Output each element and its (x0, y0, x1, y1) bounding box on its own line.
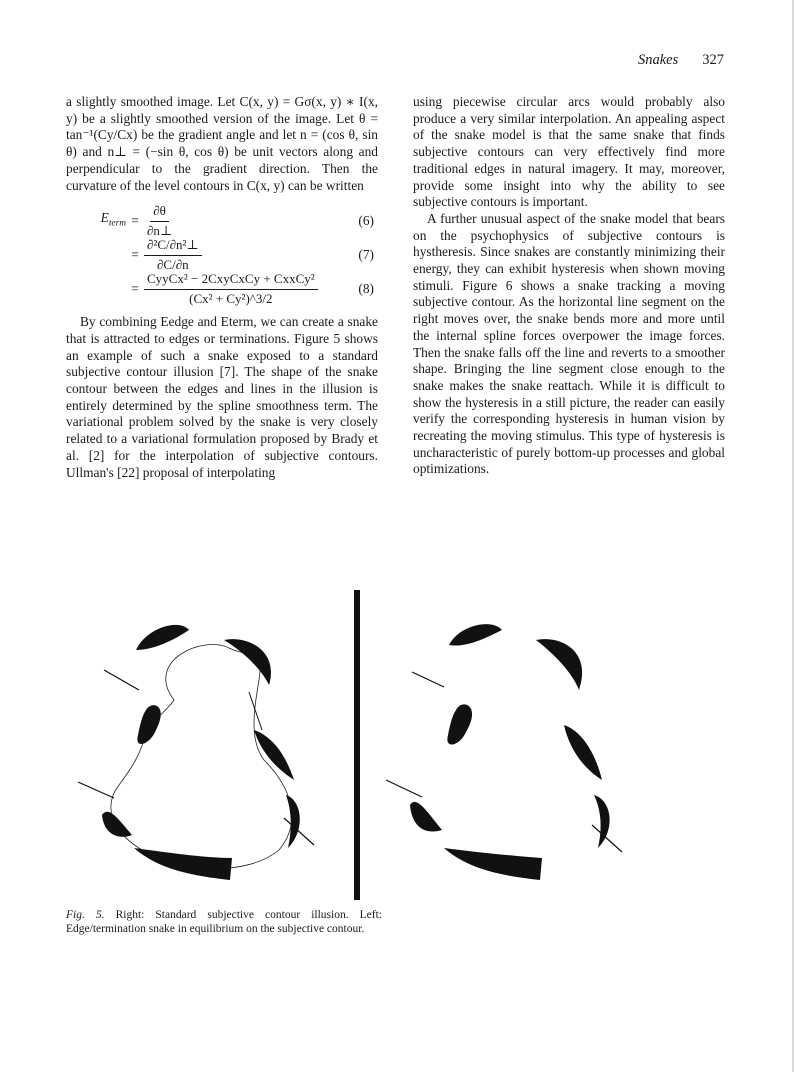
term-line-1 (104, 670, 139, 690)
right-paragraph-1: using piecewise circular arcs would probably also produce a very similar interpolation. An appealing aspect of the snake model is that the same snake that finds subjective contours can very effectively find more traditional edges in natural imagery. It may, moreover, provide some insight into why the ability to see subjective contours is important. (413, 94, 725, 210)
blob-top-right (224, 639, 271, 685)
eq7-number: (7) (358, 246, 374, 262)
blob-mid-left (137, 705, 160, 744)
illusion-blob-bottom-mid (444, 848, 542, 880)
figure-caption-text: Right: Standard subjective contour illusion. Left: Edge/termination snake in equilibrium on the subjective contour. (66, 909, 382, 935)
illusion-line-1 (412, 672, 444, 687)
figure-caption (66, 908, 382, 936)
equation-6 (66, 204, 378, 238)
left-paragraph-2: By combining Eedge and Eterm, we can create a snake that is attracted to edges or terminations. Figure 5 shows an example of such a snake exposed to a standard subjective contour illusion [7]. The shape of the snake contour between the edges and lines in the illusion is entirely determined by the spline smoothness term. The variational problem solved by the snake is very closely related to a variational formulation proposed by Brady et al. [2] for the interpolation of subjective contours. Ullman's [22] proposal of interpolating (66, 314, 378, 480)
eq6-denominator: ∂n⊥ (147, 222, 173, 238)
figure-5-illustration (64, 590, 664, 900)
illusion-blob-bottom-right (594, 795, 610, 848)
eq8-equals: = (131, 280, 139, 296)
blob-bottom-mid (134, 848, 232, 880)
term-line-2 (78, 782, 114, 798)
page-number: 327 (702, 52, 724, 68)
figure-label: Fig. 5. (66, 909, 105, 921)
eq7-denominator: ∂C/∂n (157, 256, 189, 272)
eq6-numerator: ∂θ (150, 203, 169, 222)
left-panel-snake (78, 625, 314, 880)
right-column (413, 94, 725, 478)
eq8-number: (8) (358, 280, 374, 296)
equation-8 (66, 272, 378, 306)
eq7-equals: = (131, 246, 139, 262)
panel-divider (354, 590, 360, 900)
eq6-fraction (144, 203, 175, 239)
eq6-equals: = (131, 212, 139, 228)
eq7-numerator: ∂²C/∂n²⊥ (144, 237, 202, 256)
illusion-blob-top-right (536, 639, 582, 690)
eq8-denominator: (Cx² + Cy²)^3/2 (189, 290, 273, 306)
illusion-blob-mid-right (564, 725, 602, 780)
eq7-fraction (144, 237, 202, 273)
blob-mid-right (254, 730, 294, 780)
blob-top-left (136, 625, 189, 650)
illusion-blob-mid-left (447, 704, 472, 744)
equation-7 (66, 238, 378, 272)
eq8-fraction (144, 271, 318, 307)
right-panel-illusion (386, 624, 622, 880)
eq6-number: (6) (358, 212, 374, 228)
left-column (66, 94, 378, 481)
left-paragraph-1: a slightly smoothed image. Let C(x, y) = Gσ(x, y) ∗ I(x, y) be a slightly smoothed version of the image. Let θ = tan⁻¹(Cy/Cx) be the gradient angle and let n = (cos θ, sin θ) and n⊥ = (−sin θ, cos θ) be unit vectors along and perpendicular to the gradient direction. Then the curvature of the level contours in C(x, y) can be written (66, 94, 378, 193)
blob-bottom-left (102, 812, 132, 837)
right-paragraph-2: A further unusual aspect of the snake model that bears on the psychophysics of subjective contours is hystheresis. Since snakes are constantly minimizing their energy, they can exhibit hysteresis when shown moving stimuli. Figure 6 shows a snake tracking a moving subjective contour. As the horizontal line segment on the right moves over, the snake bends more and more until the internal spline forces overpower the image forces. Then the snake falls off the line and reverts to a smoother shape. Bringing the line segment close enough to the snake makes the snake reattach. While it is difficult to show the hysteresis in a still picture, the reader can easily verify the corresponding hysteresis in human vision by recreating the moving stimulus. This type of hysteresis is uncharacteristic of purely bottom-up processes and global optimizations. (413, 210, 725, 477)
running-header (638, 52, 724, 69)
illusion-blob-top-left (449, 624, 502, 645)
running-title: Snakes (637, 52, 679, 68)
eq6-lhs-sub: term (108, 218, 126, 229)
illusion-blob-bottom-left (410, 802, 442, 832)
eq6-lhs: E (100, 210, 109, 226)
snake-contour (111, 645, 292, 869)
eq8-numerator: CyyCx² − 2CxyCxCy + CxxCy² (144, 271, 318, 290)
illusion-line-2 (386, 780, 422, 797)
term-line-4 (249, 692, 262, 730)
